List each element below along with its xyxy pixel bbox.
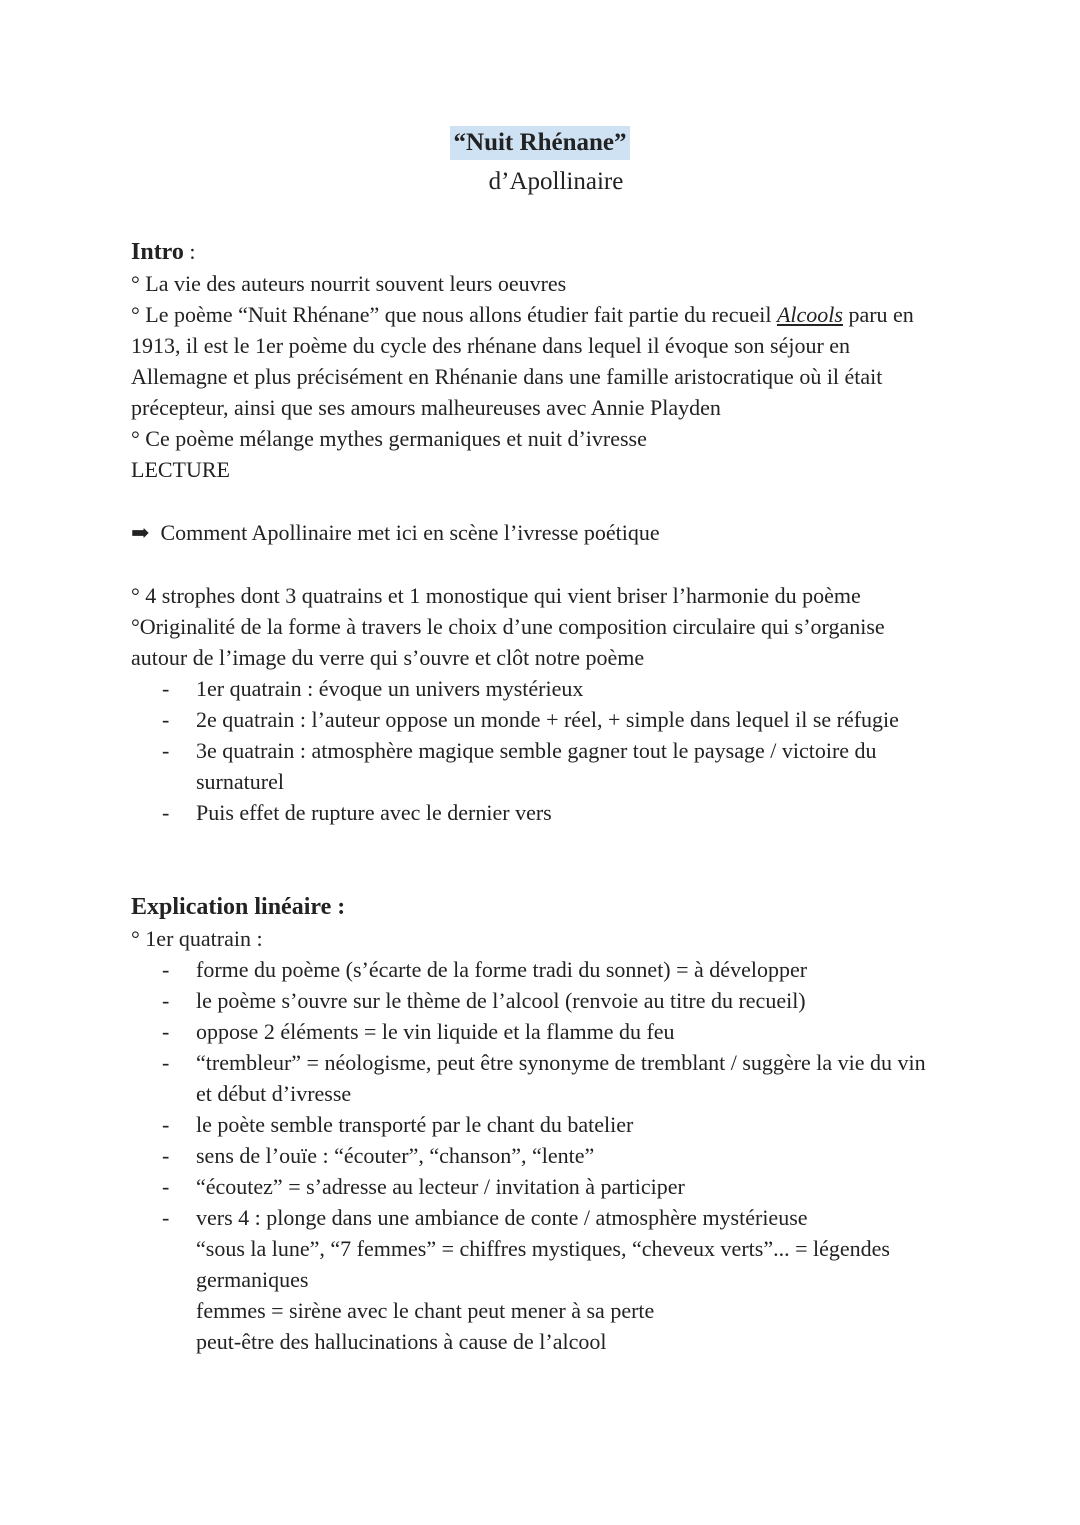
list-item: - “écoutez” = s’adresse au lecteur / invitation à participer (196, 1171, 946, 1202)
list-item: - oppose 2 éléments = le vin liquide et la flamme du feu (196, 1016, 946, 1047)
explication-subheading: ° 1er quatrain : (131, 926, 263, 951)
list-item: - vers 4 : plonge dans une ambiance de conte / atmosphère mystérieuse (196, 1202, 946, 1233)
list-item: - sens de l’ouïe : “écouter”, “chanson”, “lente” (196, 1140, 946, 1171)
intro-heading: Intro (131, 239, 184, 265)
intro-line-2-start: ° Le poème “Nuit Rhénane” que nous allons étudier fait partie du recueil (131, 302, 777, 327)
explication-heading: Explication linéaire : (131, 894, 346, 920)
structure-section (131, 580, 946, 828)
title-wrap (0, 126, 1080, 160)
intro-line-2-end: paru en 1913, il est le 1er poème du cycle des rhénane dans lequel il évoque son séjour en Allemagne et plus précisément en Rhénanie dans une famille aristocratique où il était précepteur, ainsi que ses amours malheureuses avec Annie Playden (131, 302, 914, 420)
document-title: “Nuit Rhénane” (450, 126, 631, 160)
list-item: - le poème s’ouvre sur le thème de l’alcool (renvoie au titre du recueil) (196, 985, 946, 1016)
intro-section (131, 236, 946, 485)
problematique-text: Comment Apollinaire met ici en scène l’ivresse poétique (160, 520, 660, 545)
arrow-right-icon: ➡ (131, 520, 150, 545)
structure-list (131, 673, 946, 828)
intro-heading-line (131, 236, 946, 268)
list-item-continuation: “sous la lune”, “7 femmes” = chiffres mystiques, “cheveux verts”... = légendes germaniques (196, 1236, 890, 1292)
explication-section (131, 892, 946, 1357)
intro-line-3: ° Ce poème mélange mythes germaniques et nuit d’ivresse (131, 426, 647, 451)
explication-list (131, 954, 946, 1357)
intro-line-2 (131, 299, 946, 423)
list-item: - “trembleur” = néologisme, peut être synonyme de tremblant / suggère la vie du vin et début d’ivresse (196, 1047, 946, 1109)
list-item: - 1er quatrain : évoque un univers mystérieux (196, 673, 946, 704)
intro-line-1: ° La vie des auteurs nourrit souvent leurs oeuvres (131, 271, 567, 296)
list-item: - 3e quatrain : atmosphère magique semble gagner tout le paysage / victoire du surnaturel (196, 735, 946, 797)
document-subtitle: d’Apollinaire (488, 168, 624, 195)
structure-line-2: °Originalité de la forme à travers le choix d’une composition circulaire qui s’organise autour de l’image du verre qui s’ouvre et clôt notre poème (131, 614, 885, 670)
list-item: - forme du poème (s’écarte de la forme tradi du sonnet) = à développer (196, 954, 946, 985)
problematique (131, 517, 946, 548)
list-item-continuation: femmes = sirène avec le chant peut mener à sa perte (196, 1298, 655, 1323)
recueil-title: Alcools (776, 302, 843, 327)
problematique-line (131, 517, 946, 548)
list-item: - 2e quatrain : l’auteur oppose un monde + réel, + simple dans lequel il se réfugie (196, 704, 946, 735)
intro-heading-colon: : (183, 239, 196, 264)
intro-lecture: LECTURE (131, 457, 230, 482)
list-item-continuation: peut-être des hallucinations à cause de l’alcool (196, 1329, 607, 1354)
list-item: - le poète semble transporté par le chant du batelier (196, 1109, 946, 1140)
list-item: - Puis effet de rupture avec le dernier vers (196, 797, 946, 828)
structure-line-1: ° 4 strophes dont 3 quatrains et 1 monostique qui vient briser l’harmonie du poème (131, 583, 861, 608)
